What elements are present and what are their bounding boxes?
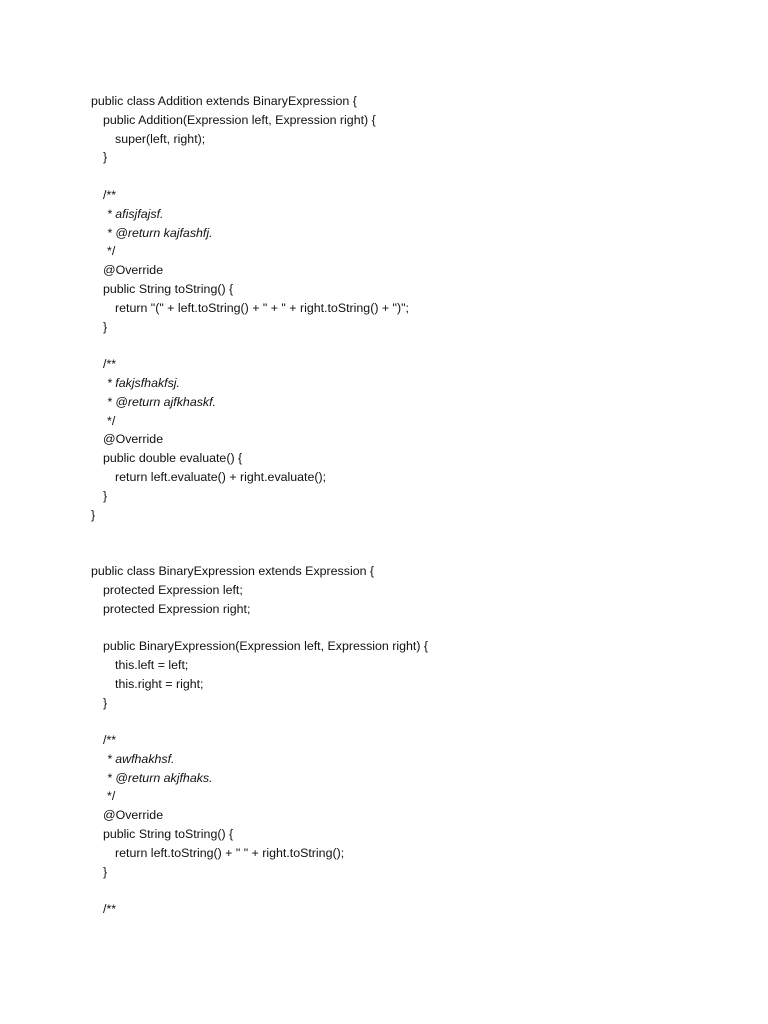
code-line: */ bbox=[107, 244, 116, 259]
code-line: return "(" + left.toString() + " + " + right.toString() + ")"; bbox=[115, 300, 409, 315]
code-line: @Override bbox=[103, 432, 164, 447]
code-line: public BinaryExpression(Expression left, Expression right) { bbox=[103, 639, 429, 654]
blank-line bbox=[91, 524, 428, 543]
blank-line bbox=[91, 712, 428, 731]
blank-line bbox=[91, 618, 428, 637]
code-line: * awfhakhsf. bbox=[107, 751, 175, 766]
code-line: public Addition(Expression left, Expression right) { bbox=[103, 112, 376, 127]
code-line: /** bbox=[103, 357, 117, 372]
code-line: /** bbox=[103, 187, 117, 202]
blank-line bbox=[91, 167, 428, 186]
code-line: } bbox=[103, 150, 108, 165]
blank-line bbox=[91, 881, 428, 900]
code-line: protected Expression right; bbox=[103, 601, 251, 616]
code-line: protected Expression left; bbox=[103, 582, 243, 597]
code-line: public String toString() { bbox=[103, 827, 234, 842]
code-line: } bbox=[103, 864, 108, 879]
code-line: * @return kajfashfj. bbox=[107, 225, 213, 240]
code-line: @Override bbox=[103, 263, 164, 278]
code-line: /** bbox=[103, 902, 117, 917]
code-line: public String toString() { bbox=[103, 281, 234, 296]
code-line: return left.toString() + " " + right.toString(); bbox=[115, 845, 345, 860]
code-line: public class Addition extends BinaryExpression { bbox=[91, 94, 357, 108]
code-line: } bbox=[103, 488, 108, 503]
code-line: this.left = left; bbox=[115, 657, 189, 672]
code-line: return left.evaluate() + right.evaluate(); bbox=[115, 469, 327, 484]
code-line: * @return ajfkhaskf. bbox=[107, 394, 216, 409]
code-line: } bbox=[103, 695, 108, 710]
blank-line bbox=[91, 543, 428, 562]
code-line: public double evaluate() { bbox=[103, 451, 243, 466]
code-line: } bbox=[103, 319, 108, 334]
code-line: */ bbox=[107, 413, 116, 428]
blank-line bbox=[91, 336, 428, 355]
code-listing bbox=[91, 92, 428, 919]
code-line: this.right = right; bbox=[115, 676, 204, 691]
code-line: @Override bbox=[103, 808, 164, 823]
code-line: } bbox=[91, 507, 96, 522]
code-line: public class BinaryExpression extends Expression { bbox=[91, 563, 375, 578]
code-line: * fakjsfhakfsj. bbox=[107, 375, 180, 390]
code-line: * @return akjfhaks. bbox=[107, 770, 213, 785]
code-line: */ bbox=[107, 789, 116, 804]
code-line: super(left, right); bbox=[115, 131, 206, 146]
code-line: * afisjfajsf. bbox=[107, 206, 164, 221]
code-line: /** bbox=[103, 733, 117, 748]
